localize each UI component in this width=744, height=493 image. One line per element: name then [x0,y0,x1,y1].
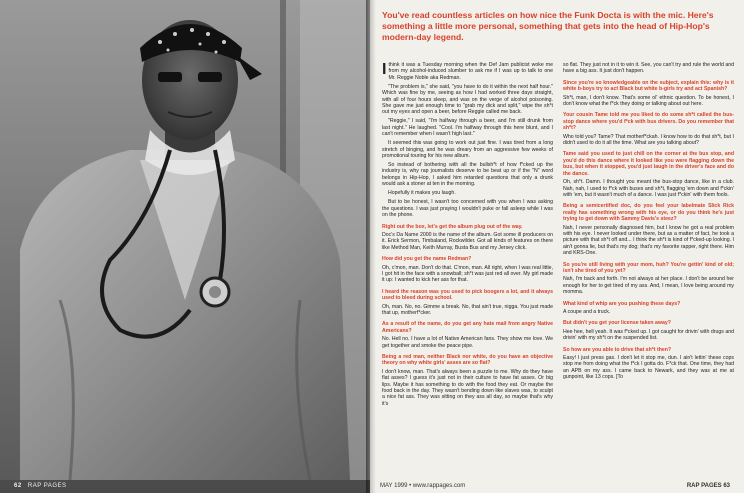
interview-answer: Oh, sh*t. Damn. I thought you meant the bus-stop dance, like in a club. Nah, nah, I used to f*ck with buses and sh*t, flagging 'em down and f*ckin' with 'em, but it wasn't much of a dance. I was just f*ckin' with them fools. [563,179,734,198]
interview-answer: No. Hell no. I have a lot of Native American fans. They show me love. We get together and smoke the peace pipe. [382,336,553,349]
right-folio [687,483,730,489]
interview-answer: Sh*t, man, I don't know. That's some ol' ethnic question. To be honest, I don't know what the f*ck they doing or talking about out here. [563,94,734,108]
page-gutter [366,0,376,493]
interview-question: Right out the box, let's get the album plug out of the way. [382,223,523,230]
article-column-1 [382,62,553,472]
left-folio-label: RAP PAGES [27,483,67,489]
interview-answer: Nah, I never personally diagnosed him, but I know he got a real problem with his eye. I never looked under there, but as a matter of fact, he took a picture with that sh*t off and... I think the sh*t is kind of f*cked-up looking. I ain't gonna lie, but that's my dog; that's my favorite rapper, right there. Him and KRS-One. [563,224,734,257]
interview-answer-continued: so flat. They just not in it to win it. See, you can't try and rule the world and have a big ass. It just don't happen. [563,62,734,75]
interview-answer: Doc's Da Name 2000 is the name of the album. Got some ill producers on it. Erick Sermon, Timbaland, Rockwilder. Got all kinds of features on there like Method Man, Keith Murray, Busta Bus and my Jersey click. [382,231,553,251]
interview-answer: Easy! I just press gas. I don't let it stop me, dun. I ain't lettin' these cops stop me from doing what the f*ck I gotta do. F*ck that. One time, they had an APB on my ass. I came back to Newark, and they was at me at gunpoint, like 13 cops. [To [563,355,734,381]
interview-answer: I don't know, man. That's always been a puzzle to me. Why do they have flat asses? I guess it's just not in their culture to have fat asses. Or big lips. Maybe it has something to do with the food they eat. Or maybe the food back in the day. They wasn't bending down like slaves was, to sculpt a nice fat ass. They was sitting on they ass all day, so maybe that's why it's [382,368,553,407]
intro-paragraph: "The problem is," she said, "you have to do it within the next half hour." Which was fine by me, seeing as how I had worked three days straight, with all of four hours sleep, and was on the verge of alcohol poisoning. She gave me just enough time to "grab my dick and split," wipe the sh*t out my eyes and open a beer, before Reggie called me back. [382,83,553,116]
intro-paragraph: Ithink it was a Tuesday morning when the Def Jam publicist woke me from my alcohol-induced slumber to ask me if I was up to talk to one Mr. Reggie Noble aka Redman. [382,61,553,81]
interview-question: How did you get the name Redman? [382,256,472,263]
interview-question: What kind of whip are you pushing these days? [563,300,681,307]
drop-cap: I [382,61,387,78]
interview-answer: A coupe and a truck. [563,309,611,315]
left-page-number: 62 [14,483,22,489]
intro-paragraph: It seemed this was going to work out just fine. I was tired from a long stretch of binging, and he was dreary from an aggressive few weeks of promotional touring for his new album. [382,140,553,160]
interview-question: Since you're so knowledgeable on the subject, explain this: why is it white b-boys try to act Black but white b-girls try and act Spanish? [563,79,734,93]
interview-answer: Nah, I'm back and forth. I'm not always at her place. I don't be around her enough for her to get tired of my ass. And, I mean, I love being around my momma. [563,276,734,296]
right-page-article [370,0,744,493]
interview-question: Tame said you used to just chill on the corner at the bus stop, and you'd do this dance where it looked like you were flagging down the bus, but when it stopped, you'd just laugh in the driver's face and do the dance. [563,151,734,177]
interview-question: As a result of the name, do you get any hate mail from angry Native Americans? [382,321,553,334]
interview-answer: Who told you? Tame? That motherf*ckah. I know how to do that sh*t, but I didn't used to do it all the time. What are you talking about? [563,133,734,147]
interview-question: So you're still living with your mom, huh? You're gettin' kind of old; isn't she tired of you yet? [563,261,734,274]
intro-paragraph: But to be honest, I wasn't too concerned with you when I was asking the questions. I was just praying I wouldn't puke or fall asleep while I was on the phone. [382,199,553,219]
interview-answer: Hee hee, hell yeah. It was f*cked up. I got caught for drivin' with drugs and drivin' with my sh*t on the suspended list. [563,328,734,342]
intro-paragraph: "Reggie," I said, "I'm halfway through a beer, and I'm still drunk from last night." He laughed. "Cool. I'm halfway through this here blunt, and I can't remember when I wasn't high last." [382,118,553,138]
article-column-2 [563,62,734,472]
interview-question: Being a red man, neither Black nor white, do you have an objective theory on why white girls' asses are so flat? [382,354,553,367]
interview-answer: Oh, c'mon, man. Don't do that. C'mon, man. All right, when I was real little, I got hit in the face with a snowball; sh*t was just red all over. My girl made it up: I wanted to kick her ass for that. [382,264,553,284]
article-headline: You've read countless articles on how nice the Funk Docta is with the mic. Here's something a little more personal, something that gets into the head of Hip-Hop's modern-day legend. [382,10,714,42]
right-page-number: 63 [723,483,730,489]
portrait-photo [0,0,370,480]
intro-paragraph: So instead of bothering with all the bullsh*t of how f*cked up the industry is, why rap journalists deserve to be beat up or if the "N" word belongs in Hip-Hop, I asked him retarded questions that only a drunk would ask a stoner at ten in the morning. [382,162,553,188]
interview-question: So how are you able to drive that sh*t then? [563,346,672,353]
right-folio-date-url: MAY 1999 • www.rappages.com [380,483,466,489]
interview-question: Your cousin Tame told me you liked to do some sh*t called the bus-stop dance where you'd f*ck with bus drivers. Do you remember that sh*t? [563,112,734,132]
interview-question: But didn't you get your license taken away? [563,320,671,327]
left-folio [14,483,66,489]
interview-question: Being a semicertified doc, do you feel your labelmate Slick Rick really has something wrong with his eye, or do you think he's just trying to get down with Sammy Davis's steez? [563,203,734,223]
intro-paragraph: Hopefully it makes you laugh. [388,190,456,197]
interview-question: I heard the reason was you used to pick boogers a lot, and it always used to bleed during school. [382,288,553,302]
left-page-photo [0,0,370,493]
article-columns [382,62,734,472]
interview-answer: Oh, man. No, no. Gimme a break. No, that ain't true, nigga. You just made that up, motherf*cker. [382,303,553,316]
right-folio-label: RAP PAGES [686,483,722,489]
